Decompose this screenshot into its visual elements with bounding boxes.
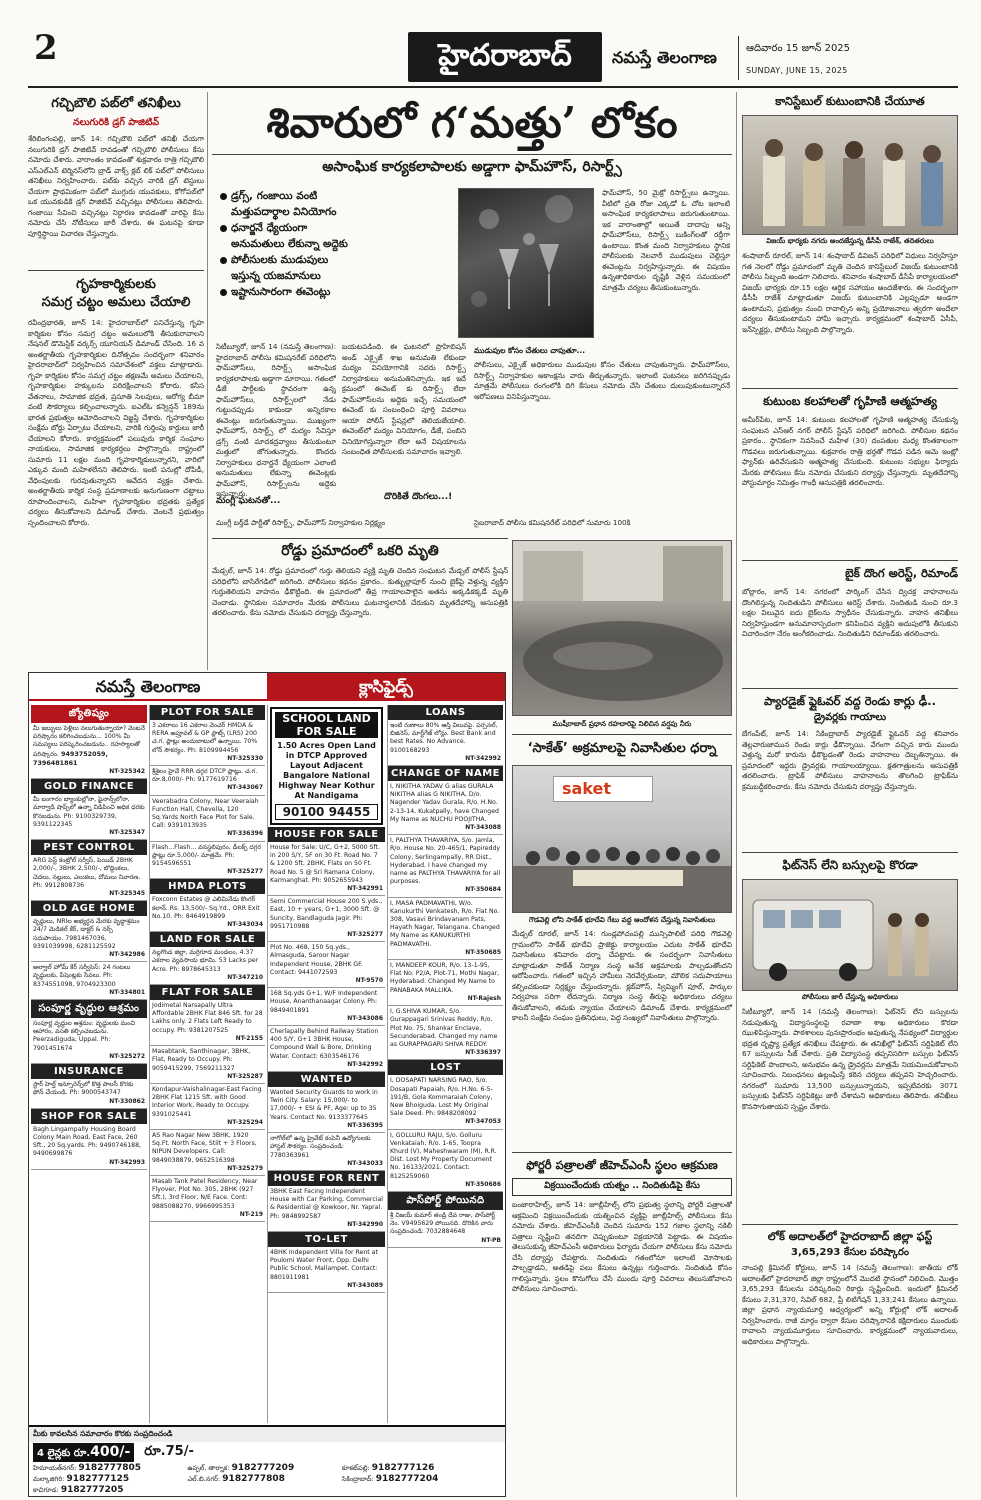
flat-ad: Jodimetal Narsapally Ultra Affordable 2BHK Flat 846 Sft. for 28 Lakhs only. 2 Flats Left Ready to occupy. Ph: 9381207525 NT-2155 xyxy=(150,1000,265,1046)
school-bus-icon xyxy=(743,880,958,991)
constable-headline: కానిస్టేబుల్ కుటుంబానికి చేయూత xyxy=(775,94,925,108)
footer-contacts xyxy=(29,1463,505,1496)
classified-col-1 xyxy=(31,705,147,1423)
bike-theft-headline: బైక్ దొంగ అరెస్ట్, రిమాండ్ xyxy=(845,566,958,580)
constable-photo xyxy=(742,115,958,235)
lead-col-a: సిటీబ్యూరో, జూన్ 14 (నమస్తే తెలంగాణ): హైదరాబాద్ పోలీసు కమిషనరేట్ పరిధిలోని ఫామ్‌హౌస్‌లు, రిసార్ట్స్ అసాంఘిక కార్యకలాపాలకు అడ్డాగా మారాయి. గతంలో డీజే పార్టీలకు స్థావరంగా ఉన్న ఫామ్‌హౌస్‌లు, రిసార్ట్స్‌లలో నేడు గుట్టుచప్పుడు కాకుండా అన్నిరకాల ఈవెంట్లు జరుగుతున్నాయి. ముఖ్యంగా ఫామ్‌హౌస్, రిసార్ట్స్ లో మద్యం సేవిస్తూ డ్రగ్స్ వంటి మాదకద్రవ్యాలు తీసుకుంటూ మత్తులో జోగుతున్నారు. కొందరు నిర్వాహకులు ధనార్జనే ధ్యేయంగా ఎలాంటి అనుమతులు లేకున్నా ఈవెంట్లకు ఫామ్‌హౌస్, రిసార్ట్స్‌లను అద్దెకు ఇస్తున్నారు. xyxy=(216,342,336,498)
date-telugu: ఆదివారం 15 జూన్ 2025 xyxy=(746,43,851,54)
lead-photo-party xyxy=(458,188,594,338)
astro-ad: మీ జబ్బులు పెళ్లిలు నలుగుతున్నాయా? వెంటనే పరిష్కారం కలిగించబడును... 100% మీ సమస్యలు పరిష్కరించబడును.. రహస్యాలతో పరిష్కారం. 9493752059, 7396481861 NT-325342 xyxy=(31,723,147,779)
house-ad: Semi Commercial House 200 S.yds., East, 10 + years, G+1, 3000 Sft. @ Suncity, Bandlaguda Jagir. Ph: 9951710988 NT-325277 xyxy=(268,896,385,942)
bullet-item: అనుమతులు లేకున్నా అద్దెకు xyxy=(231,238,348,250)
flat-ad: Masab Tank Patel Residency, Near Flyover, Plot No. 305, 2BHK (927 Sft.), 3rd Floor, N/E Face. Cont: 9885088270, 9966995353 NT-219 xyxy=(150,1176,265,1222)
lead-last-line-a: మంగ్లీ బర్త్‌డే పార్టీతో రిసార్ట్స్, ఫామ్‌హౌస్ నిర్వాహకుల నిర్లక్ష్యం xyxy=(216,518,386,527)
pest-ad: ARG పెస్ట్ కంట్రోల్ సర్వీస్, పెయిడ్ 2BHK 2,000/-, 3BHK 2,500/-, బొద్దింకలు, చెదలు, నల్లులు, ఎలుకలు, దోమలు నివారణ. Ph: 9912808736 NT-325345 xyxy=(31,855,147,901)
constable-body: శంషాబాద్ రూరల్, జూన్ 14: శంషాబాద్ డివిజన్ పరిధిలో విధులు నిర్వహిస్తూ గత నెలలో రోడ్డు ప్రమాదంలో మృతి చెందిన కానిస్టేబుల్ విజయ్ కుటుంబానికి పోలీసు సిబ్బంది అండగా నిలిచారు. శనివారం శంషాబాద్ డీసీపీ కార్యాలయంలో విజయ్ భార్యకు రూ.15 లక్షల ఆర్థిక సహాయం అందజేశారు. ఈ సందర్భంగా డీసీపీ రాజేశ్ మాట్లాడుతూ విజయ్ కుటుంబానికి ఎల్లప్పుడూ అండగా ఉంటామని, ప్రభుత్వం నుంచి రావాల్సిన అన్ని ప్రయోజనాలు త్వరగా అందేలా చర్యలు తీసుకుంటామని హామీ ఇచ్చారు. కార్యక్రమంలో శంషాబాద్ ఏసీపీ, ఇన్‌స్పెక్టర్లు, పోలీసు సిబ్బంది పాల్గొన్నారు. xyxy=(742,251,958,334)
lost-ad: I, GOLLURU RAJU, S/o. Golluru Venkataiah, R/o. 1-65, Toopra Khurd (V), Maheshwaram (M), R.R. Dist. Lost My Property Document No. 16133/2021. Contact: 8125259060 NT-350686 xyxy=(388,1130,503,1192)
lead-last-line-b: సైబరాబాద్ పోలీసు కమిషనరేట్ పరిధిలో సుమారు 100కి xyxy=(474,518,631,527)
bike-theft-body: బోల్లారం, జూన్ 14: నగరంలో పార్కింగ్ చేసిన ద్విచక్ర వాహనాలను దొంగిలిస్తున్న నిందితుడిని పోలీసులు అరెస్ట్ చేశారు. నిందితుడి నుంచి రూ.3 లక్షల విలువైన ఐదు బైక్‌లను స్వాధీనం చేసుకున్నారు. వాహన తనిఖీలు నిర్వహిస్తుండగా అనుమానాస్పదంగా కనిపించిన వ్యక్తిని అదుపులోకి తీసుకుని విచారించగా నేరం అంగీకరించాడు. నిందితుడిని రిమాండ్‌కు తరలించారు. xyxy=(742,587,958,638)
footer-note: మీకు కావలసిన సమాచారం కొరకు సంప్రదించండి xyxy=(29,1427,505,1442)
footer-contact: ఉప్పల్, తార్నాక: 9182777209 xyxy=(187,1463,295,1473)
land-ad: నల్లగొండ జిల్లా, మర్రిగూడ మండలం, 4.37 ఎకరాల వ్యవసాయ భూమి. 53 Lacks per Acre. Ph: 8978645313 NT-347210 xyxy=(150,947,265,985)
flood-photo-caption: ముషీరాబాద్ ప్రధాన రహదారిపై నిలిచిన వర్షపు నీరు xyxy=(552,720,692,728)
wanted-heading: WANTED xyxy=(268,1072,385,1087)
buses-body: సిటీబ్యూరో, జూన్ 14 (నమస్తే తెలంగాణ): ఫిట్‌నెస్ లేని బస్సులను నడుపుతున్న విద్యాసంస్థలపై రవాణా శాఖ అధికారులు కొరడా ఝుళిపిస్తున్నారు. పాఠశాలలు పునఃప్రారంభం అవుతున్న నేపథ్యంలో విద్యార్థుల భద్రత దృష్ట్యా ప్రత్యేక తనిఖీలు చేపట్టారు. ఈ తనిఖీల్లో ఫిట్‌నెస్ సర్టిఫికెట్ లేని 67 బస్సులను సీజ్ చేశారు. ప్రతి విద్యాసంస్థ తప్పనిసరిగా బస్సుల ఫిట్‌నెస్ సర్టిఫికెట్ పొందాలని, అనుభవం ఉన్న డ్రైవర్లను మాత్రమే నియమించుకోవాలని సూచించారు. నిబంధనలు ఉల్లంఘిస్తే కఠిన చర్యలు తప్పవని హెచ్చరించారు. నగరంలో సుమారు 13,500 బస్సులున్నాయని, ఇప్పటివరకు 3071 బస్సులకు ఫిట్‌నెస్ సర్టిఫికెట్లు జారీ చేశామని అధికారులు తెలిపారు. తనిఖీలు కొనసాగుతాయని స్పష్టం చేశారు. xyxy=(742,1007,958,1111)
school-land-phone: 90100 94455 xyxy=(275,804,378,820)
story-pub-headline: గచ్చిబౌలి పబ్‌లో తనిఖీలు xyxy=(51,96,181,111)
classified-banner xyxy=(29,673,505,701)
name-change-ad: I, PALTHYA THAVARIYA, S/o. Jamla, R/o. House No. 20-465/1, Papireddy Colony, Serlingampally, RR Dist., Hyderabad. I have changed my name as PALTHYA THAVARIYA for all purposes. NT-350684 xyxy=(388,835,503,897)
loans-heading: LOANS xyxy=(388,705,503,720)
saket-photo xyxy=(512,765,732,913)
story-pub-subhead: నలుగురికి డ్రగ్ పాజిటివ్ xyxy=(72,117,160,128)
buses-headline: ఫిట్‌నెస్ లేని బస్సులపై కొరడా xyxy=(782,858,918,872)
tolet-ad: 4BHK Independent Villa for Rent at Poulomi Water Front, Opp. Delhi Public School, Mallampet. Contact: 8801911981 NT-343089 xyxy=(268,1247,385,1293)
saket-headline: ‘సాకేత్’ అక్రమాలపై నివాసితుల ధర్నా xyxy=(527,741,717,756)
classified-banner-left: నమస్తే తెలంగాణ xyxy=(95,677,201,696)
flood-photo xyxy=(512,540,732,716)
footer-contact: సికింద్రాబాద్: 9182777204 xyxy=(341,1474,439,1484)
classified-col-4 xyxy=(387,705,503,1423)
gold-heading: GOLD FINANCE xyxy=(31,779,147,794)
story-domestic-body: రవీంద్రభారతి, జూన్ 14: హైదరాబాద్‌లో పనిచేస్తున్న గృహ కార్మికుల కోసం సమగ్ర చట్టం అమలులోకి తీసుకురావాలని నేషనల్ డొమెస్టిక్ వర్కర్స్ యూనియన్ డిమాండ్ చేసింది. 16 వ అంతర్జాతీయ గృహకార్మికుల దినోత్సవం సందర్భంగా శనివారం హైదరాబాద్‌లో నిర్వహించిన సమావేశంలో వక్తలు మాట్లాడారు. గృహ కార్మికుల కోసం సమగ్ర చట్టం తక్షణమే అమలు చేయాలని, గృహకార్మికుల హక్కులను పరిరక్షించాలని కోరారు. కనీస వేతనాలు, సామాజిక భద్రత, ప్రసూతి సెలవులు, ఆరోగ్య బీమా వంటి సౌకర్యాలు కల్పించాలన్నారు. ఐఎల్ఓ కన్వెన్షన్ 189ను భారత ప్రభుత్వం ఆమోదించాలని విజ్ఞప్తి చేశారు. గృహకార్మికుల సంక్షేమ బోర్డు ఏర్పాటు చేయాలని, వారికి గుర్తింపు కార్డులు జారీ చేయాలని కోరారు. కార్యక్రమంలో పలువురు కార్మిక సంఘాల నాయకులు, సామాజిక కార్యకర్తలు పాల్గొన్నారు. రాష్ట్రంలో సుమారు 11 లక్షల మంది గృహకార్మికులున్నారని, వారిలో ఎక్కువ మంది మహిళలేనని తెలిపారు. ఇంటి పనుల్లో దోపిడీ, వేధింపులకు గురవుతున్నారని ఆవేదన వ్యక్తం చేశారు. అంతర్జాతీయ కార్మిక సంస్థ ప్రమాణాలకు అనుగుణంగా చట్టాలు రూపొందించాలని, మహిళా గృహకార్మికుల భద్రతకు ప్రత్యేక చర్యలు తీసుకోవాలని డిమాండ్ చేశారు. వెంటనే ప్రభుత్వం స్పందించాలని కోరారు. xyxy=(28,318,204,527)
lead-col-c: ఫామ్‌హౌస్, 50 మైక్రో రిసార్ట్స్‌లు ఉన్నాయి. వీటిలో ప్రతి రోజు ఎక్కడో ఓ చోట ఇలాంటి అసాంఘిక కార్యకలాపాలు జరుగుతుంటాయి. ఇక వారాంతాల్లో అయితే దాదాపు అన్ని ఫామ్‌హౌస్‌లు, రిసార్ట్స్ బుకింగ్‌లతో రద్దీగా ఉంటాయి. కొంత మంది నిర్వాహకులు స్థానిక పోలీసులకు నెలవారీ ముడుపులు చెల్లిస్తూ ఈవెంట్లను నిర్వహిస్తున్నారు. ఈ విషయం ఉన్నతాధికారుల దృష్టికి వెళ్లిన సమయంలో మాత్రమే చర్యలు తీసుకుంటున్నారు. xyxy=(602,188,730,292)
gold-ad: మీ బంగారం బ్యాంకుల్లోనా, ఫైనాన్స్‌లోనా, మార్వాడి షాప్స్‌లో ఉన్నా విడిపించి అధిక ధరకు కొనబడును. Ph: 9100329739, 9391122345 NT-325347 xyxy=(31,794,147,840)
section-title: హైదరాబాద్ xyxy=(438,38,572,73)
house-ad: 168 Sq.yds G+1, W/F Independent House, Ananthanaagar Colony. Ph: 9849401891 NT-343086 xyxy=(268,988,385,1026)
tolet-heading: TO-LET xyxy=(268,1232,385,1247)
left-column xyxy=(28,92,204,670)
forged-subhead: విక్రయించేందుకు యత్నం .. నిందితుడిపై కేసు xyxy=(512,1178,732,1196)
footer-contact: మల్కాజిగిరి: 9182777125 xyxy=(33,1474,130,1484)
flat-ad: Masabtank, Santhinagar, 3BHK, Flat, Ready to Occupy. Ph: 9059415299, 7569211327 NT-325287 xyxy=(150,1046,265,1084)
lead-story xyxy=(212,92,732,534)
old-age-heading: OLD AGE HOME xyxy=(31,901,147,916)
bullet-item: ఇష్టానుసారంగా ఈవెంట్లు xyxy=(220,284,452,300)
suicide-body: అమీర్‌పేట, జూన్ 14: కుటుంబ కలహాలతో గృహిణి ఆత్మహత్య చేసుకున్న సంఘటన ఎస్ఆర్ నగర్ పోలీస్ స్టేషన్ పరిధిలో జరిగింది. పోలీసుల కథనం ప్రకారం.. స్థానికంగా నివసించే మహిళ (30) దంపతుల మధ్య కొంతకాలంగా గొడవలు జరుగుతున్నాయి. శుక్రవారం రాత్రి భర్తతో గొడవ పడిన ఆమె ఇంట్లో ఫ్యాన్‌కు ఉరివేసుకుని ఆత్మహత్య చేసుకుంది. కుటుంబ సభ్యుల ఫిర్యాదు మేరకు పోలీసులు కేసు నమోదు చేసుకుని దర్యాప్తు చేస్తున్నారు. మృతదేహాన్ని పోస్టుమార్టం నిమిత్తం గాంధీ ఆసుపత్రికి తరలించారు. xyxy=(742,415,958,487)
bullet-item: ధనార్జనే ధ్యేయంగా xyxy=(220,220,452,236)
plot-ad: 3 ఎకరాలు 16 ఎకరాల వెంచర్ HMDA & RERA అప్రూవల్ & GP ప్లాట్స్ (LRS) 200 చ.గ. ప్లాట్లు అందుబాటులో ఉన్నాయి. 70% లోన్ సౌకర్యం. Ph: 8109994456 NT-325330 xyxy=(150,720,265,766)
shop-heading: SHOP FOR SALE xyxy=(31,1109,147,1124)
forged-docs-story xyxy=(512,1152,732,1496)
road-accident-body: మేడ్చల్, జూన్ 14: రోడ్డు ప్రమాదంలో గుర్తు తెలియని వ్యక్తి మృతి చెందిన సంఘటన మేడ్చల్ పోలీస్ స్టేషన్ పరిధిలోని బాసిరేగడిలో జరిగింది. పోలీసులు కథనం ప్రకారం.. కుత్బుల్లాపూర్ నుంచి బైక్‌పై వెళ్తున్న వ్యక్తిని గుర్తుతెలియని వాహనం ఢీకొట్టింది. ఈ ప్రమాదంలో తీవ్ర గాయాలపాలైన అతను అక్కడికక్కడే మృతి చెందాడు. స్థానికుల సమాచారం మేరకు పోలీసులు ఘటనాస్థలానికి చేరుకుని మృతదేహాన్ని ఆసుపత్రికి తరలించారు. కేసు నమోదు చేసుకుని దర్యాప్తు చేస్తున్నారు. xyxy=(212,566,508,617)
insurance-heading: INSURANCE xyxy=(31,1064,147,1079)
passport-ad: శ్రీ విజయ్ కుమార్ తండ్రి దేవ రాజు, పాస్‌పోర్ట్ నెం. V9495629 పోయినది. దొరికిన వారు సంప్రదించండి: 7032884648 NT-PB xyxy=(388,1210,503,1248)
classified-footer xyxy=(29,1425,505,1496)
footer-contact: కాచిగూడ: 9182777205 xyxy=(33,1485,124,1495)
school-land-desc: 1.50 Acres Open Land in DTCP Approved Layout Adjacent Bangalore National Highway Near Kothur At Nandigama xyxy=(277,741,376,800)
paradise-body: బేగంపేట్, జూన్ 14: సికింద్రాబాద్ ప్యారడైజ్ ఫ్లైఓవర్ వద్ద శనివారం తెల్లవారుజామున రెండు కార్లు ఢీకొన్నాయి. వేగంగా వచ్చిన కారు ముందు వెళ్తున్న మరో కారును ఢీకొట్టడంతో రెండు వాహనాలు దెబ్బతిన్నాయి. ఈ ప్రమాదంలో ఇద్దరు డ్రైవర్లకు గాయాలయ్యాయి. క్షతగాత్రులను ఆసుపత్రికి తరలించారు. ట్రాఫిక్ పోలీసులు వాహనాలను తొలగించి ట్రాఫిక్‌ను క్రమబద్ధీకరించారు. కేసు నమోదు చేసుకుని దర్యాప్తు చేస్తున్నారు. xyxy=(742,729,958,791)
plot-ad: Veerabadra Colony, Near Veeraiah Function Hall, Chevella, 120 Sq.Yards North Face Plot for Sale. Call: 9391013935 NT-336396 xyxy=(150,796,265,842)
paradise-subhead: డ్రైవర్లకు గాయాలు xyxy=(813,712,887,723)
lead-sub-b: దొరికితే దొంగలు...! xyxy=(384,492,453,502)
school-land-line-1: SCHOOL LAND xyxy=(275,712,378,725)
astro-heading: జ్యోతిష్యం xyxy=(31,705,147,723)
name-change-ad: I, MASA PADMAVATHI, W/o. Kanukurthi Venkatesh, R/o. Flat No. 308, Vasavi Brindavanam Pats, Hayath Nagar, Telangana. Changed My Name as KANUKURTHI PADMAVATHI. NT-350685 xyxy=(388,898,503,960)
section-title-box xyxy=(408,32,602,82)
school-land-box xyxy=(270,707,383,825)
lead-col-b: బయటపడింది. ఈ ఘటనలో ప్రొహిబిషన్ అండ్ ఎక్సైజ్ శాఖ అనుమతి లేకుండా మద్యం వినియోగానికి సదరు రిసార్ట్స్ నిర్వాహకులు అనుమతినిచ్చారు. ఇక ఇదే క్రమంలో ఈవెంట్ కు రిసార్ట్స్ లేదా ఫామ్‌హౌస్‌లను అద్దెకు ఇచ్చే సమయంలో ఈవెంట్ కు సంబంధించి పూర్తి వివరాలు ఆయా పోలీస్ స్టేషన్లలో తెలియజేయాలి. ఈవెంట్‌లో మద్యం వినియోగం, డీజే, పంబిని వినియోగిస్తున్నారా లేదా అనే విషయాలను సంబంధిత పోలీసులకు సమాచారం ఇవ్వాలి. xyxy=(342,342,466,456)
paper-name: నమస్తే తెలంగాణ xyxy=(612,48,717,67)
lok-adalat-subhead: 3,65,293 కేసుల పరిష్కారం xyxy=(791,1247,909,1258)
house-ad: House for Sale: U/C, G+2, 5000 Sft. in 200 S/Y, 5F on 30 Ft. Road No. 7 & 1200 Sft. 2BHK, Flats on 50 Ft. Road No. 5 @ Sri Ramana Colony, Karmanghat. Ph: 9052655943 NT-342991 xyxy=(268,842,385,896)
saket-body: మేడ్చల్ రూరల్, జూన్ 14: గుండ్లపోచంపల్లి మున్సిపాలిటీ పరిధి గౌడవెల్లి గ్రామంలోని సాకేత్ భూదేవి ప్రాజెక్టు కార్యాలయం ఎదుట సాకేత్ భూదేవి నివాసితులు శనివారం ధర్నా చేపట్టారు. ఈ సందర్భంగా నివాసితులు మాట్లాడుతూ సాకేత్ నిర్మాణ సంస్థ అనేక అక్రమాలకు పాల్పడుతోందని ఆరోపించారు. గతంలో ఇచ్చిన హామీలు నెరవేర్చకుండా, మౌలిక సదుపాయాలు కల్పించకుండా నిర్లక్ష్యం చేస్తుందన్నారు. క్లబ్‌హౌస్, స్విమ్మింగ్ పూల్, పార్కుల నిర్వహణ సరిగా లేదన్నారు. నిర్మాణ సంస్థ తీరుపై అధికారులు చర్యలు తీసుకోవాలని, తమకు న్యాయం చేయాలని డిమాండ్ చేశారు. కార్యక్రమంలో కాలనీ సంక్షేమ సంఘం ప్రతినిధులు, పెద్ద సంఖ్యలో నివాసితులు పాల్గొన్నారు. xyxy=(512,929,732,1022)
footer-rate-box: 4 లైన్లకు రూ.400/- xyxy=(33,1443,134,1462)
suicide-headline: కుటుంబ కలహాలతో గృహిణి ఆత్మహత్య xyxy=(763,394,937,408)
date-english: SUNDAY, JUNE 15, 2025 xyxy=(746,66,848,75)
plot-ad: Flash...Flash... వనస్థలిపురం, డీలక్స్ దగ్గర ప్లాట్లు రూ.5,000/- మాత్రమే. Ph: 9154596551 NT-325277 xyxy=(150,842,265,880)
insurance-ad: స్టార్ హెల్త్ ఇన్సూరెన్స్‌లో కొత్త పాలసీ కొరకు ఫోన్ చేయండి. Ph: 9000543747 NT-330862 xyxy=(31,1079,147,1109)
classified-col-3 xyxy=(267,705,385,1423)
road-accident-story xyxy=(212,538,508,668)
flat-ad: Kondapur-Vaishalinagar-East Facing 2BHK Flat 1215 Sft. with Good Interior Work, Ready to Occupy. 9391025441 NT-325294 xyxy=(150,1084,265,1130)
lead-sub-c: ముడుపుల కోసం చేతులు చాపుతూ... xyxy=(474,346,586,355)
pest-heading: PEST CONTROL xyxy=(31,840,147,855)
forged-headline: ఫోర్జరీ పత్రాలతో జీహెచ్‌ఎంసీ స్థలం ఆక్రమణ xyxy=(526,1158,718,1172)
lost-ad: I, DOSAPATI NARSING RAO, S/o. Dosapati Papaiah, R/o. H.No. 6-5-191/B, Gola Kommaraiah Colony, New Bhoiguda. Lost My Original Sale Deed. Ph: 9848208092 NT-347053 xyxy=(388,1075,503,1129)
school-land-line-2: FOR SALE xyxy=(275,725,378,738)
passport-heading: పాస్‌పోర్ట్ పోయినది xyxy=(388,1192,503,1210)
rent-heading: HOUSE FOR RENT xyxy=(268,1171,385,1186)
classified-section xyxy=(28,672,506,1497)
old-age-ad: వృద్ధులు, NRIల అభ్యర్థన మేరకు వృద్ధాశ్రమం 24/7 మెడికల్ కేర్, డాక్టర్ & నర్స్ సదుపాయం. 7981467036, 9391039998, 6281125592 NT-342986 xyxy=(31,916,147,962)
bullet-item: పోలీసులకు ముడుపులు xyxy=(220,252,452,268)
story-pub-body: శేరిలింగంపల్లి, జూన్ 14: గచ్చిబౌలి పబ్‌లో తనిఖీ చేయగా నలుగురికి డ్రగ్ పాజిటివ్ రావడంతో గచ్చిబౌలి పోలీసులు కేసు నమోదు చేశారు. వారాంతం కావడంతో శుక్రవారం రాత్రి గచ్చిబౌలి ఎస్ఎల్ఎన్ టెర్మినస్‌లోని బ్రాడ్ వాక్స్ క్లబ్ లిక్ పబ్‌లో పోలీసులు తనిఖీలు నిర్వహించారు. పబ్‌కు వచ్చిన వారికి డ్రగ్ టెస్టులు చేయగా ప్రాథమికంగా పబ్‌లో ముగ్గురు యువకులు, కోగోపబ్‌లో ఒక యువకుడికి డ్రగ్ పాజిటివ్ వచ్చినట్లు పోలీసులు తెలిపారు. గంజాయి సేవించి వచ్చినట్లు నిర్ధారణ కావడంతో వారిపై కేసు నమోదు చేసి నోటీసులు జారీ చేశారు. ఈ ఘటనపై కూడా పూర్తిస్థాయి విచారణ చేస్తున్నారు. xyxy=(28,134,204,238)
footer-contact: ఎల్.బి.నగర్: 9182777808 xyxy=(187,1474,285,1484)
plot-ad: శ్రీశైలం హైవే RRR దగ్గర DTCP ప్లాట్లు. చ.గ. రూ.8,000/- Ph: 9177619716 NT-343067 xyxy=(150,766,265,796)
footer-rate-2: రూ.75/- xyxy=(144,1443,194,1459)
wine-glasses-icon xyxy=(459,189,594,338)
lead-bullets xyxy=(220,188,452,300)
buses-caption: పోలీసులు జారీ చేస్తున్న అధికారులు xyxy=(802,993,898,1001)
classified-col-2 xyxy=(149,705,265,1423)
bullet-item: ఇస్తున్న యజమానులు xyxy=(231,270,321,282)
saket-caption: గౌడవెల్లి లోని సాకేత్ భూదేవి గేటు వద్ద ఆందోళన చేస్తున్న నివాసితులు xyxy=(528,916,716,924)
house-ad: Cherlapally Behind Railway Station 400 S/Y, G+1 3BHK House, Compound Wall & Bore, Drinking Water. Contact: 6303546176 NT-342992 xyxy=(268,1026,385,1072)
right-column xyxy=(742,92,958,1497)
page-number: 2 xyxy=(34,28,58,68)
hmda-heading: HMDA PLOTS xyxy=(150,879,265,894)
old-age-ad: అల్వాల్ హోమ్ కేర్ సర్వీసెస్: 24 గంటలు వృద్ధులకు, పేషెంట్లకు సేవలు. Ph: 8374551098, 9704923300 NT-334801 xyxy=(31,962,147,1000)
lead-sub-a: మంగ్లీ ఘటనతో... xyxy=(216,496,281,506)
protest-crowd-icon xyxy=(513,766,732,913)
classified-banner-right: క్లాసిఫైడ్స్ xyxy=(267,673,505,699)
name-change-ad: I, G.SHIVA KUMAR, S/o. Gurappagari Srinivas Reddy, R/o. Plot No. 75, Shankar Enclave, Secunderabad. Changed my name as GURAPPAGARI SHIVA REDDY. NT-336397 xyxy=(388,1006,503,1060)
footer-contact: కూకట్‌పల్లి: 9182777126 xyxy=(341,1463,435,1473)
footer-contact: హిమాయత్‌నగర్: 9182777805 xyxy=(33,1463,141,1473)
name-change-ad: I, NIKITHA YADAV G alias GURALA NIKITHA alias G NIKITHA, D/o. Nagender Yadav Gurala, R/o. H.No. 2-13-14, Kukatpally, have Changed My Name as NUCHU POOJITHA. NT-343088 xyxy=(388,781,503,835)
loans-ad: ఇంటి రుణాలు 80% ఆస్తి విలువపై. పర్సనల్, బిజినెస్, మార్ట్‌గేజ్ లోన్లు. Best Bank and best Rates. No Advance. 9100168293 NT-342992 xyxy=(388,720,503,766)
lok-adalat-body: నాంపల్లి క్రిమినల్ కోర్టులు, జూన్ 14 (నమస్తే తెలంగాణ): జాతీయ లోక్ అదాలత్‌లో హైదరాబాద్ జిల్లా రాష్ట్రంలోనే మొదటి స్థానంలో నిలిచింది. మొత్తం 3,65,293 కేసులను పరిష్కరించి రికార్డు సృష్టించింది. ఇందులో క్రిమినల్ కేసులు 2,31,370, సివిల్ 682, ప్రీ లిటిగేషన్ 1,33,241 కేసులు ఉన్నాయి. జిల్లా ప్రధాన న్యాయమూర్తి ఆధ్వర్యంలో అన్ని కోర్టుల్లో లోక్ అదాలత్ నిర్వహించారు. రాజీ మార్గం ద్వారా కేసుల పరిష్కారానికి కక్షిదారులు ముందుకు రావాలని న్యాయమూర్తులు సూచించారు. కార్యక్రమంలో న్యాయవాదులు, అధికారులు పాల్గొన్నారు. xyxy=(742,1263,958,1346)
buses-photo xyxy=(742,879,958,991)
name-change-heading: CHANGE OF NAME xyxy=(388,766,503,781)
wanted-ad: Wanted Security Guards to work in Twin City. Salary: 15,000/- to 17,000/- + ESI & PF, Age: up to 35 Years. Contact No. 9133377645 NT-336395 xyxy=(268,1087,385,1133)
saket-story xyxy=(512,734,732,1150)
saket-sign-text: saket xyxy=(562,779,612,798)
forged-body: బంజారాహిల్స్, జూన్ 14: జూబ్లీహిల్స్ లోని ప్రభుత్వ స్థలాన్ని ఫోర్జరీ పత్రాలతో ఆక్రమించి విక్రయించేందుకు యత్నించిన వ్యక్తిపై జూబ్లీహిల్స్ పోలీసులు కేసు నమోదు చేశారు. జీహెచ్‌ఎంసీకి చెందిన సుమారు 152 గజాల స్థలాన్ని నకిలీ పత్రాలు సృష్టించి తనదిగా చెప్పుకుంటూ విక్రయానికి పెట్టాడు. ఈ విషయం తెలుసుకున్న జీహెచ్‌ఎంసీ అధికారులు ఫిర్యాదు చేయగా పోలీసులు కేసు నమోదు చేసి దర్యాప్తు చేపట్టారు. నిందితుడు గతంలోనూ ఇలాంటి మోసాలకు పాల్పడ్డాడని, అతడిపై పలు కేసులు ఉన్నట్లు గుర్తించారు. నిందితుడి కోసం గాలిస్తున్నారు. స్థలం కొనుగోలు చేసే ముందు పూర్తి వివరాలు తెలుసుకోవాలని పోలీసులు సూచించారు. xyxy=(512,1200,732,1293)
masthead xyxy=(0,0,981,88)
lok-adalat-headline: లోక్ అదాలత్‌లో హైదరాబాద్ జిల్లా ఫస్ట్ xyxy=(767,1230,933,1243)
bullet-item: మత్తుపదార్థాల వినియోగం xyxy=(231,206,337,218)
name-change-ad: I, MANDEEP KOUR, R/o. 13-1-95, Flat No. P2/A, Plot-71, Mothi Nagar, Hyderabad. Changed My Name to PANABAKA MALLIKA. NT-Rajesh xyxy=(388,960,503,1006)
paradise-headline: ప్యారడైజ్ ఫ్లైఓవర్ వద్ద రెండు కార్లు ఢీ.. xyxy=(764,694,936,708)
road-accident-headline: రోడ్డు ప్రమాదంలో ఒకరి మృతి xyxy=(281,543,439,559)
care-ad: సంపూర్ణ వృద్ధుల ఆశ్రమం: వృద్ధులకు మంచి ఆహారం, వసతి కల్పించబడును. Peerzadiguda, Uppal. Ph: 7901451674 NT-325272 xyxy=(31,1018,147,1064)
lead-subhead: అసాంఘిక కార్యకలాపాలకు అడ్డాగా ఫామ్‌హౌస్, రిసార్ట్స్ xyxy=(322,159,622,175)
flat-ad: AS Rao Nagar New 3BHK, 1920 Sq.Ft. North Face, Stilt + 3 Floors, NIPUN Developers. Call: 9849038879, 9652516398 NT-325279 xyxy=(150,1130,265,1176)
constable-caption: విజయ్ భార్యకు నగదు అందజేస్తున్న డీసీపీ రాజేశ్, తదితరులు xyxy=(766,237,934,245)
land-heading: LAND FOR SALE xyxy=(150,932,265,947)
story-domestic-headline-1: గృహకార్మికులకు xyxy=(76,277,156,292)
flat-heading: FLAT FOR SALE xyxy=(150,985,265,1000)
officials-group-icon xyxy=(743,116,958,235)
rent-ad: 3BHK East Facing Independent House with Car Parking, Commercial & Residential @ Kowkoor, Nr. Yapral. Ph: 9848992587 NT-342990 xyxy=(268,1186,385,1232)
shop-ad: Bagh Lingampally Housing Board Colony Main Road, East Face, 260 Sft., 20 Sq.yards. Ph: 9490746188, 9490699876 NT-342993 xyxy=(31,1124,147,1170)
house-sale-heading: HOUSE FOR SALE xyxy=(268,827,385,842)
wanted-ad: నాగోల్‌లో ఉన్న ప్రైవేట్ కంపెనీ ఉద్యోగులకు హాస్టల్ సౌకర్యం. సంప్రదించండి: 7780363961 NT-343033 xyxy=(268,1133,385,1171)
story-domestic-headline-2: సమగ్ర చట్టం అమలు చేయాలి xyxy=(41,295,191,310)
plot-heading: PLOT FOR SALE xyxy=(150,705,265,720)
bullet-item: డ్రగ్స్, గంజాయి వంటి xyxy=(220,188,452,204)
lead-headline: శివారులో గ‘మత్తు’ లోకం xyxy=(266,98,678,147)
lost-heading: LOST xyxy=(388,1060,503,1075)
house-ad: Plot No. 468, 150 Sq.yds., Almasguda, Saroor Nagar Independent House, 2BHK GF. Contact: 9441072593 NT-9570 xyxy=(268,942,385,988)
lead-col-d: పోలీసులు, ఎక్సైజ్ అధికారులు ముడుపుల కోసం చేతులు చాపుతున్నారు. ఫామ్‌హౌస్‌లు, రిసార్ట్స్ నిర్వాహకుల ఆకాంక్షను వారు తీర్చుతున్నారు. ఇలాంటి ఘటనలు జరిగినప్పుడు మాత్రమే పోలీసులు రంగంలోకి దిగి కేసులు నమోదు చేసి చేతులు దులుపుకుంటున్నారనే ఆరోపణలు వినిపిస్తున్నాయి. xyxy=(474,360,730,401)
care-heading: సంపూర్ణ వృద్ధుల ఆశ్రమం xyxy=(31,1000,147,1018)
flooded-road-icon xyxy=(513,541,732,716)
hmda-ad: Foxconn Estates @ ఎలిమినేడు కొంగర్ కలాన్. Rs. 13,500/- Sq.Yd., ORR Exit No.10. Ph: 8464919899 NT-343034 xyxy=(150,894,265,932)
